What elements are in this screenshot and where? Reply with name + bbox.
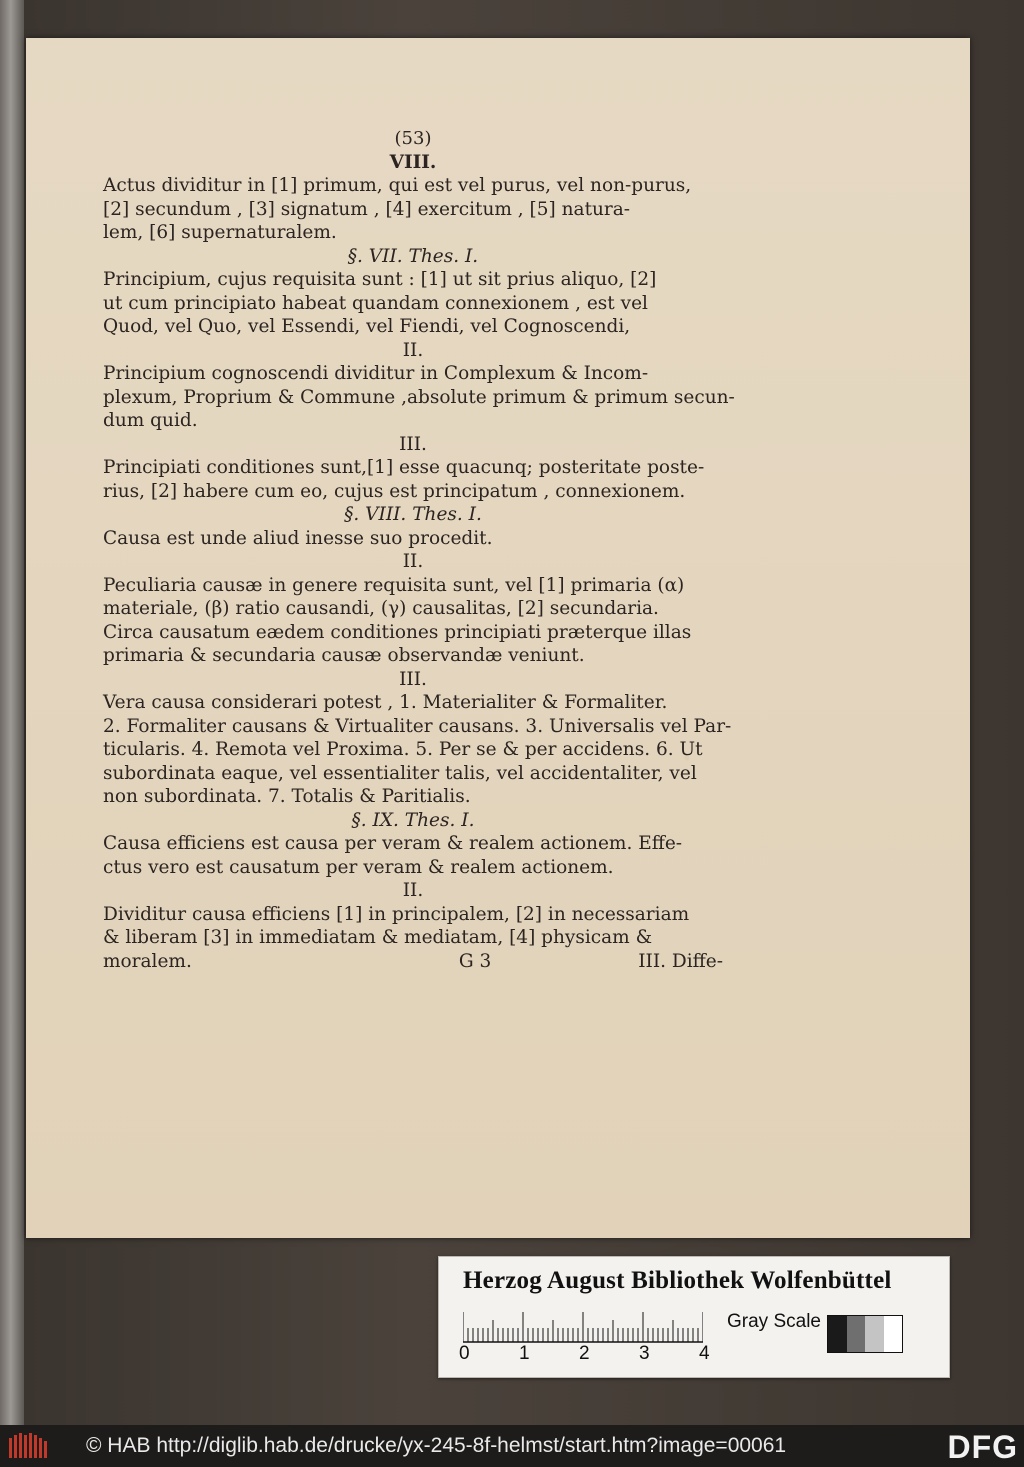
text-line: Principiati conditiones sunt,[1] esse quacunq; posteritate poste- — [103, 457, 705, 478]
text-line: ticularis. 4. Remota vel Proxima. 5. Per se & per accidens. 6. Ut — [103, 739, 703, 760]
text-line: ut cum principiato habeat quandam connexionem , est vel — [103, 292, 648, 314]
text-line: Principium, cujus requisita sunt : [1] ut sit prius aliquo, [2] — [103, 269, 657, 290]
hab-logo-icon — [8, 1432, 48, 1460]
text-line: §. VIII. Thes. I. — [344, 504, 482, 525]
text-line: VIII. — [389, 151, 437, 173]
page-number: (53) — [394, 128, 432, 149]
book-spine — [0, 0, 24, 1425]
text-line: II. — [402, 339, 424, 361]
text-line: Peculiaria causæ in genere requisita sunt, vel [1] primaria (α) — [103, 574, 685, 596]
text-line: ctus vero est causatum per veram & realem actionem. — [103, 856, 614, 878]
text-line: II. — [402, 880, 424, 901]
gray-patch — [865, 1316, 884, 1352]
text-line: plexum, Proprium & Commune ,absolute primum & primum secun- — [103, 386, 735, 408]
text-line: Dividitur causa efficiens [1] in principalem, [2] in necessariam — [103, 903, 690, 925]
ruler-number: 1 — [519, 1343, 530, 1364]
ruler — [463, 1309, 703, 1343]
text-line: rius, [2] habere cum eo, cujus est principatum , connexionem. — [103, 480, 686, 502]
ruler-number: 0 — [459, 1343, 470, 1364]
text-line: Quod, vel Quo, vel Essendi, vel Fiendi, vel Cognoscendi, — [103, 316, 631, 337]
color-chart — [438, 1256, 950, 1378]
text-lines — [103, 151, 735, 950]
dfg-logo: DFG — [947, 1429, 1018, 1465]
page-footer — [103, 950, 723, 974]
text-line: 2. Formaliter causans & Virtualiter causans. 3. Universalis vel Par- — [103, 715, 732, 737]
text-line: [2] secundum , [3] signatum , [4] exercitum , [5] natura- — [103, 198, 631, 220]
catchword: III. Diffe- — [638, 950, 723, 972]
text-line: Causa efficiens est causa per veram & realem actionem. Effe- — [103, 833, 683, 854]
page-text — [103, 127, 735, 973]
text-line: III. — [399, 433, 427, 455]
footer-last-word: moralem. — [103, 950, 192, 972]
text-line: Vera causa considerari potest , 1. Materialiter & Formaliter. — [103, 692, 668, 713]
gray-patch — [847, 1316, 866, 1352]
library-name: Herzog August Bibliothek Wolfenbüttel — [463, 1267, 892, 1294]
text-line: subordinata eaque, vel essentialiter talis, vel accidentaliter, vel — [103, 762, 697, 784]
ruler-number: 2 — [579, 1343, 590, 1364]
text-line: III. — [399, 668, 427, 690]
text-line: Actus dividitur in [1] primum, qui est vel purus, vel non-purus, — [103, 175, 692, 196]
signature-mark: G 3 — [458, 950, 492, 972]
text-line: II. — [402, 551, 424, 572]
text-line: non subordinata. 7. Totalis & Paritialis. — [103, 786, 471, 807]
text-line: Principium cognoscendi dividitur in Complexum & Incom- — [103, 363, 649, 384]
gray-patch — [884, 1316, 903, 1352]
text-line: primaria & secundaria causæ observandæ veniunt. — [103, 645, 585, 666]
text-line: §. VII. Thes. I. — [347, 245, 479, 267]
gray-scale-label: Gray Scale — [727, 1311, 821, 1332]
text-line: Causa est unde aliud inesse suo procedit. — [103, 527, 493, 549]
text-line: & liberam [3] in immediatam & mediatam, [4] physicam & — [103, 927, 653, 948]
text-line: lem, [6] supernaturalem. — [103, 222, 337, 243]
ruler-number: 4 — [699, 1343, 710, 1364]
ruler-number: 3 — [639, 1343, 650, 1364]
gray-patch — [828, 1316, 847, 1352]
viewer-footer-bar — [0, 1425, 1024, 1467]
text-line: §. IX. Thes. I. — [351, 809, 475, 831]
gray-scale-patches — [827, 1315, 903, 1353]
text-line: materiale, (β) ratio causandi, (γ) causalitas, [2] secundaria. — [103, 598, 659, 619]
text-line: dum quid. — [103, 410, 198, 431]
text-line: Circa causatum eædem conditiones principiati præterque illas — [103, 621, 692, 643]
copyright-link[interactable]: © HAB http://diglib.hab.de/drucke/yx-245-8f-helmst/start.htm?image=00061 — [86, 1434, 787, 1457]
